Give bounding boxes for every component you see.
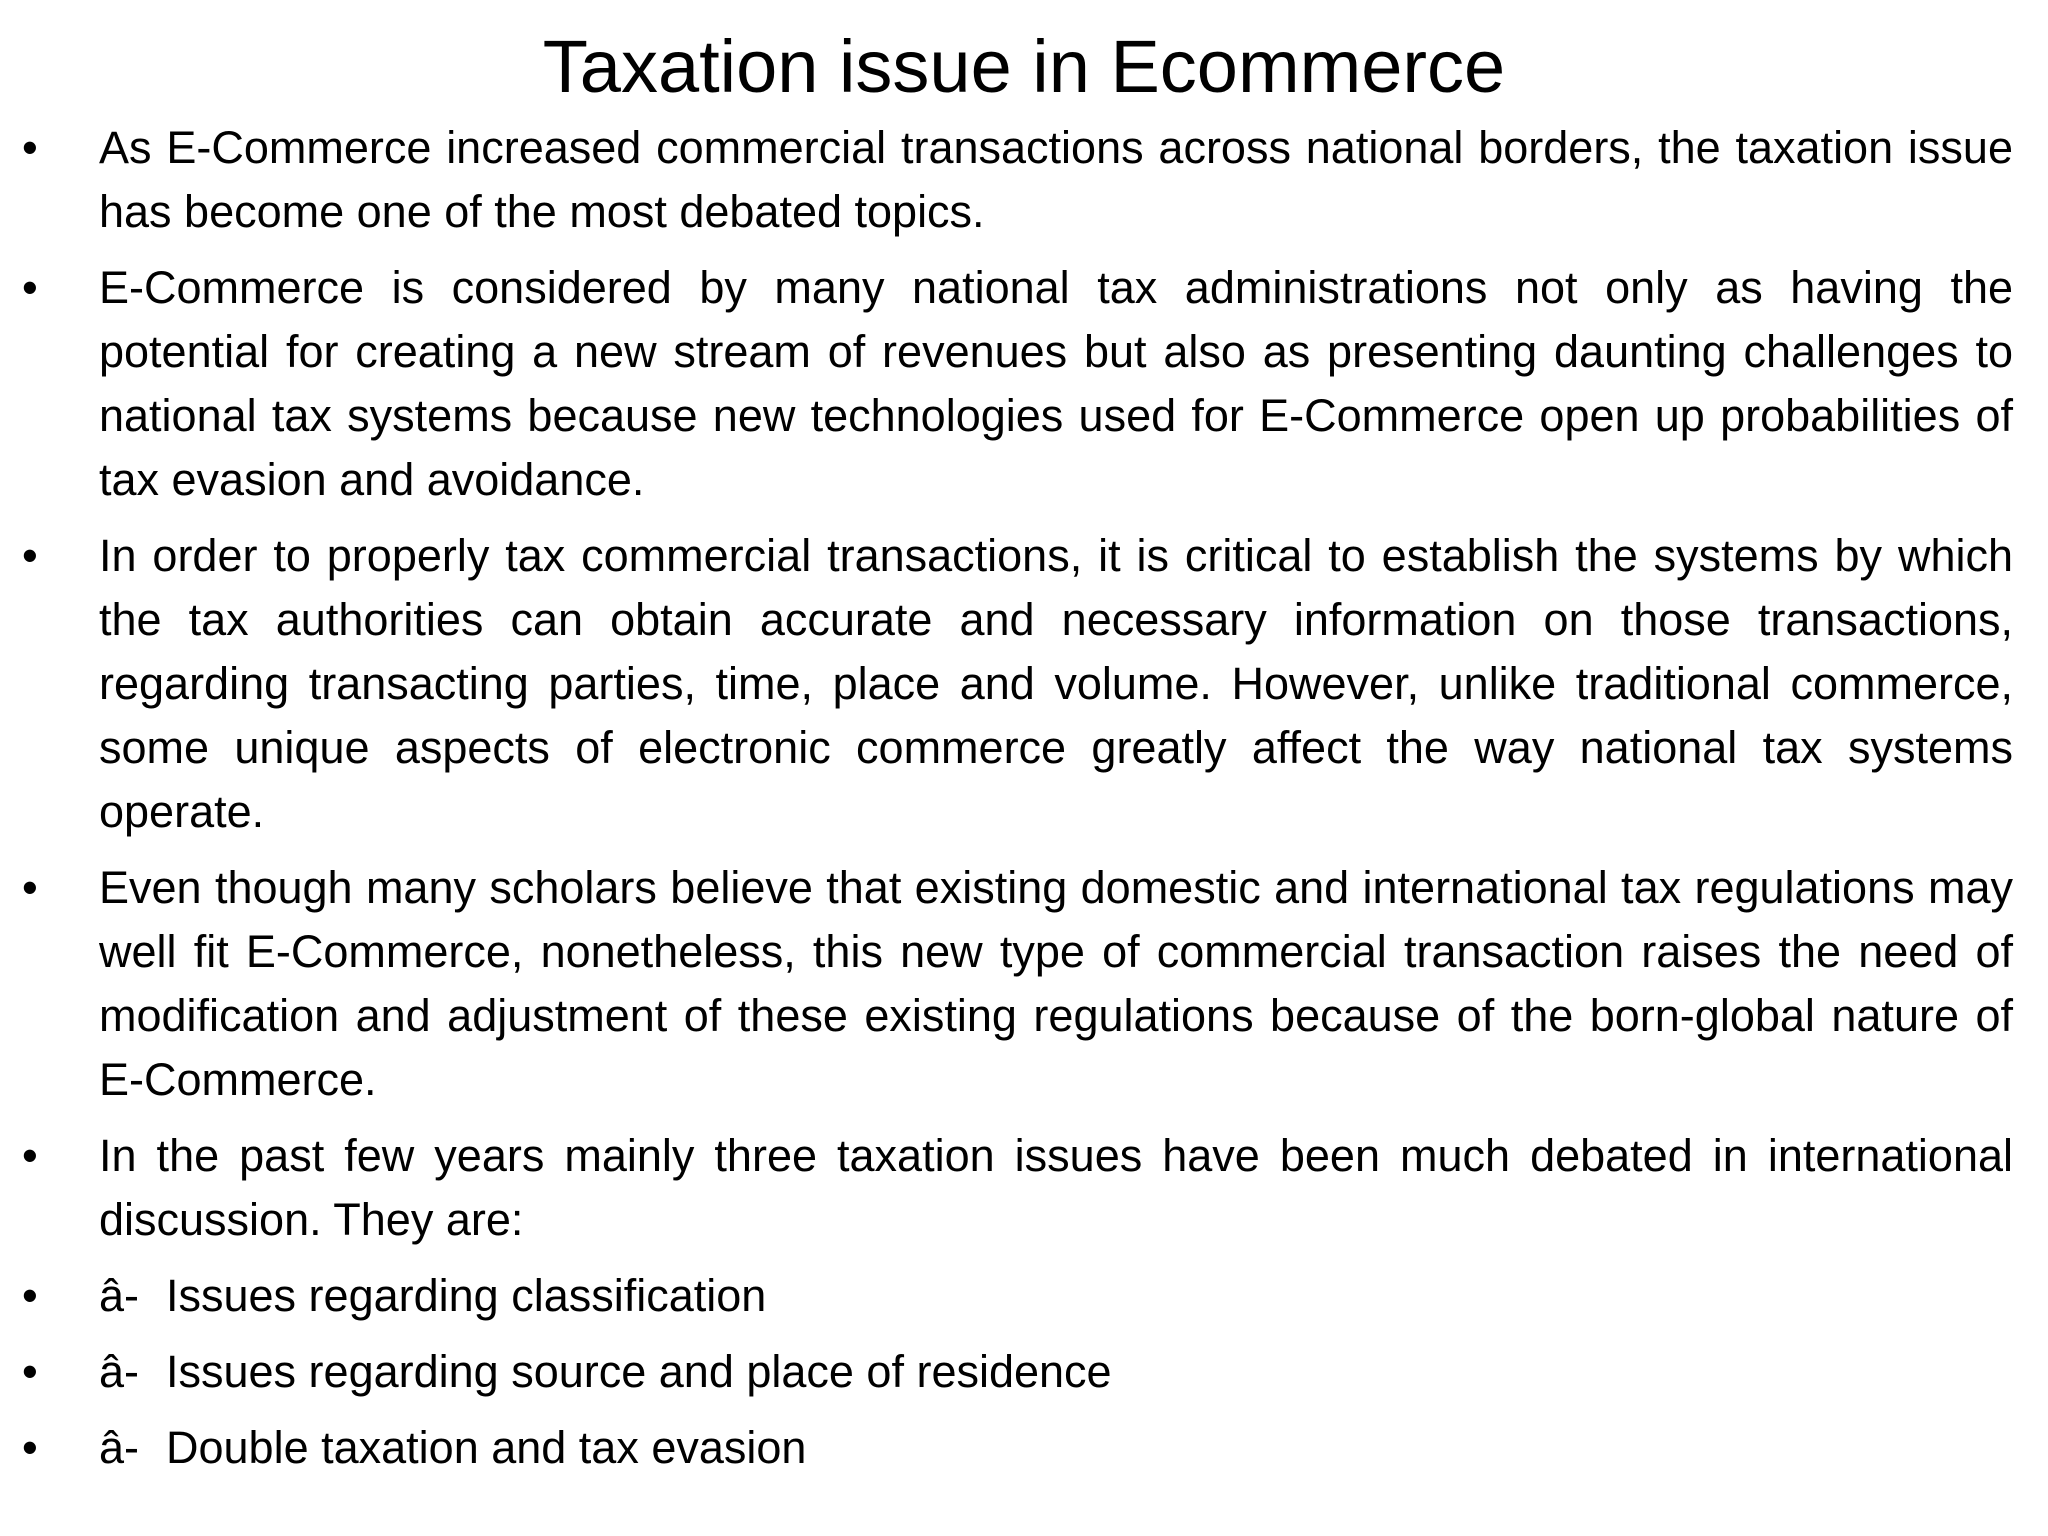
bullet-text: As E-Commerce increased commercial transactions across national borders, the taxation issue has become one of the most debated topics. — [99, 122, 2013, 237]
bullet-dot-icon: • — [22, 1422, 38, 1473]
bullet-dot-icon: • — [22, 262, 38, 313]
sub-bullet-text: Double taxation and tax evasion — [166, 1422, 807, 1473]
bullet-item — [0, 1124, 2013, 1252]
bullet-text: Even though many scholars believe that existing domestic and international tax regulations may well fit E-Commerce, nonetheless, this new type of commercial transaction raises the need of modification and adjustment of these existing regulations because of the born-global nature of E-Commerce. — [99, 862, 2013, 1105]
sub-bullet-item — [0, 1416, 2013, 1480]
bullet-dot-icon: • — [22, 530, 38, 581]
sub-bullet-text: Issues regarding source and place of residence — [166, 1346, 1112, 1397]
bullet-text: E-Commerce is considered by many national tax administrations not only as having the potential for creating a new stream of revenues but also as presenting daunting challenges to national tax systems because new technologies used for E-Commerce open up probabilities of tax evasion and avoidance. — [99, 262, 2013, 505]
bullet-text: In order to properly tax commercial transactions, it is critical to establish the systems by which the tax authorities can obtain accurate and necessary information on those transactions, regarding transacting parties, time, place and volume. However, unlike traditional commerce, some unique aspects of electronic commerce greatly affect the way national tax systems operate. — [99, 530, 2013, 837]
bullet-list — [0, 116, 2048, 1492]
bullet-dot-icon: • — [22, 862, 38, 913]
bullet-text: In the past few years mainly three taxation issues have been much debated in international discussion. They are: — [99, 1130, 2013, 1245]
slide-title: Taxation issue in Ecommerce — [542, 25, 1506, 108]
sub-bullet-marker: â- — [99, 1270, 140, 1321]
bullet-dot-icon: • — [22, 1270, 38, 1321]
bullet-dot-icon: • — [22, 1130, 38, 1181]
sub-bullet-marker: â- — [99, 1422, 140, 1473]
bullet-item — [0, 524, 2013, 844]
bullet-item — [0, 116, 2013, 244]
sub-bullet-item — [0, 1264, 2013, 1328]
bullet-item — [0, 856, 2013, 1112]
bullet-dot-icon: • — [22, 122, 38, 173]
bullet-dot-icon: • — [22, 1346, 38, 1397]
sub-bullet-text: Issues regarding classification — [166, 1270, 767, 1321]
bullet-item — [0, 256, 2013, 512]
sub-bullet-item — [0, 1340, 2013, 1404]
sub-bullet-marker: â- — [99, 1346, 140, 1397]
